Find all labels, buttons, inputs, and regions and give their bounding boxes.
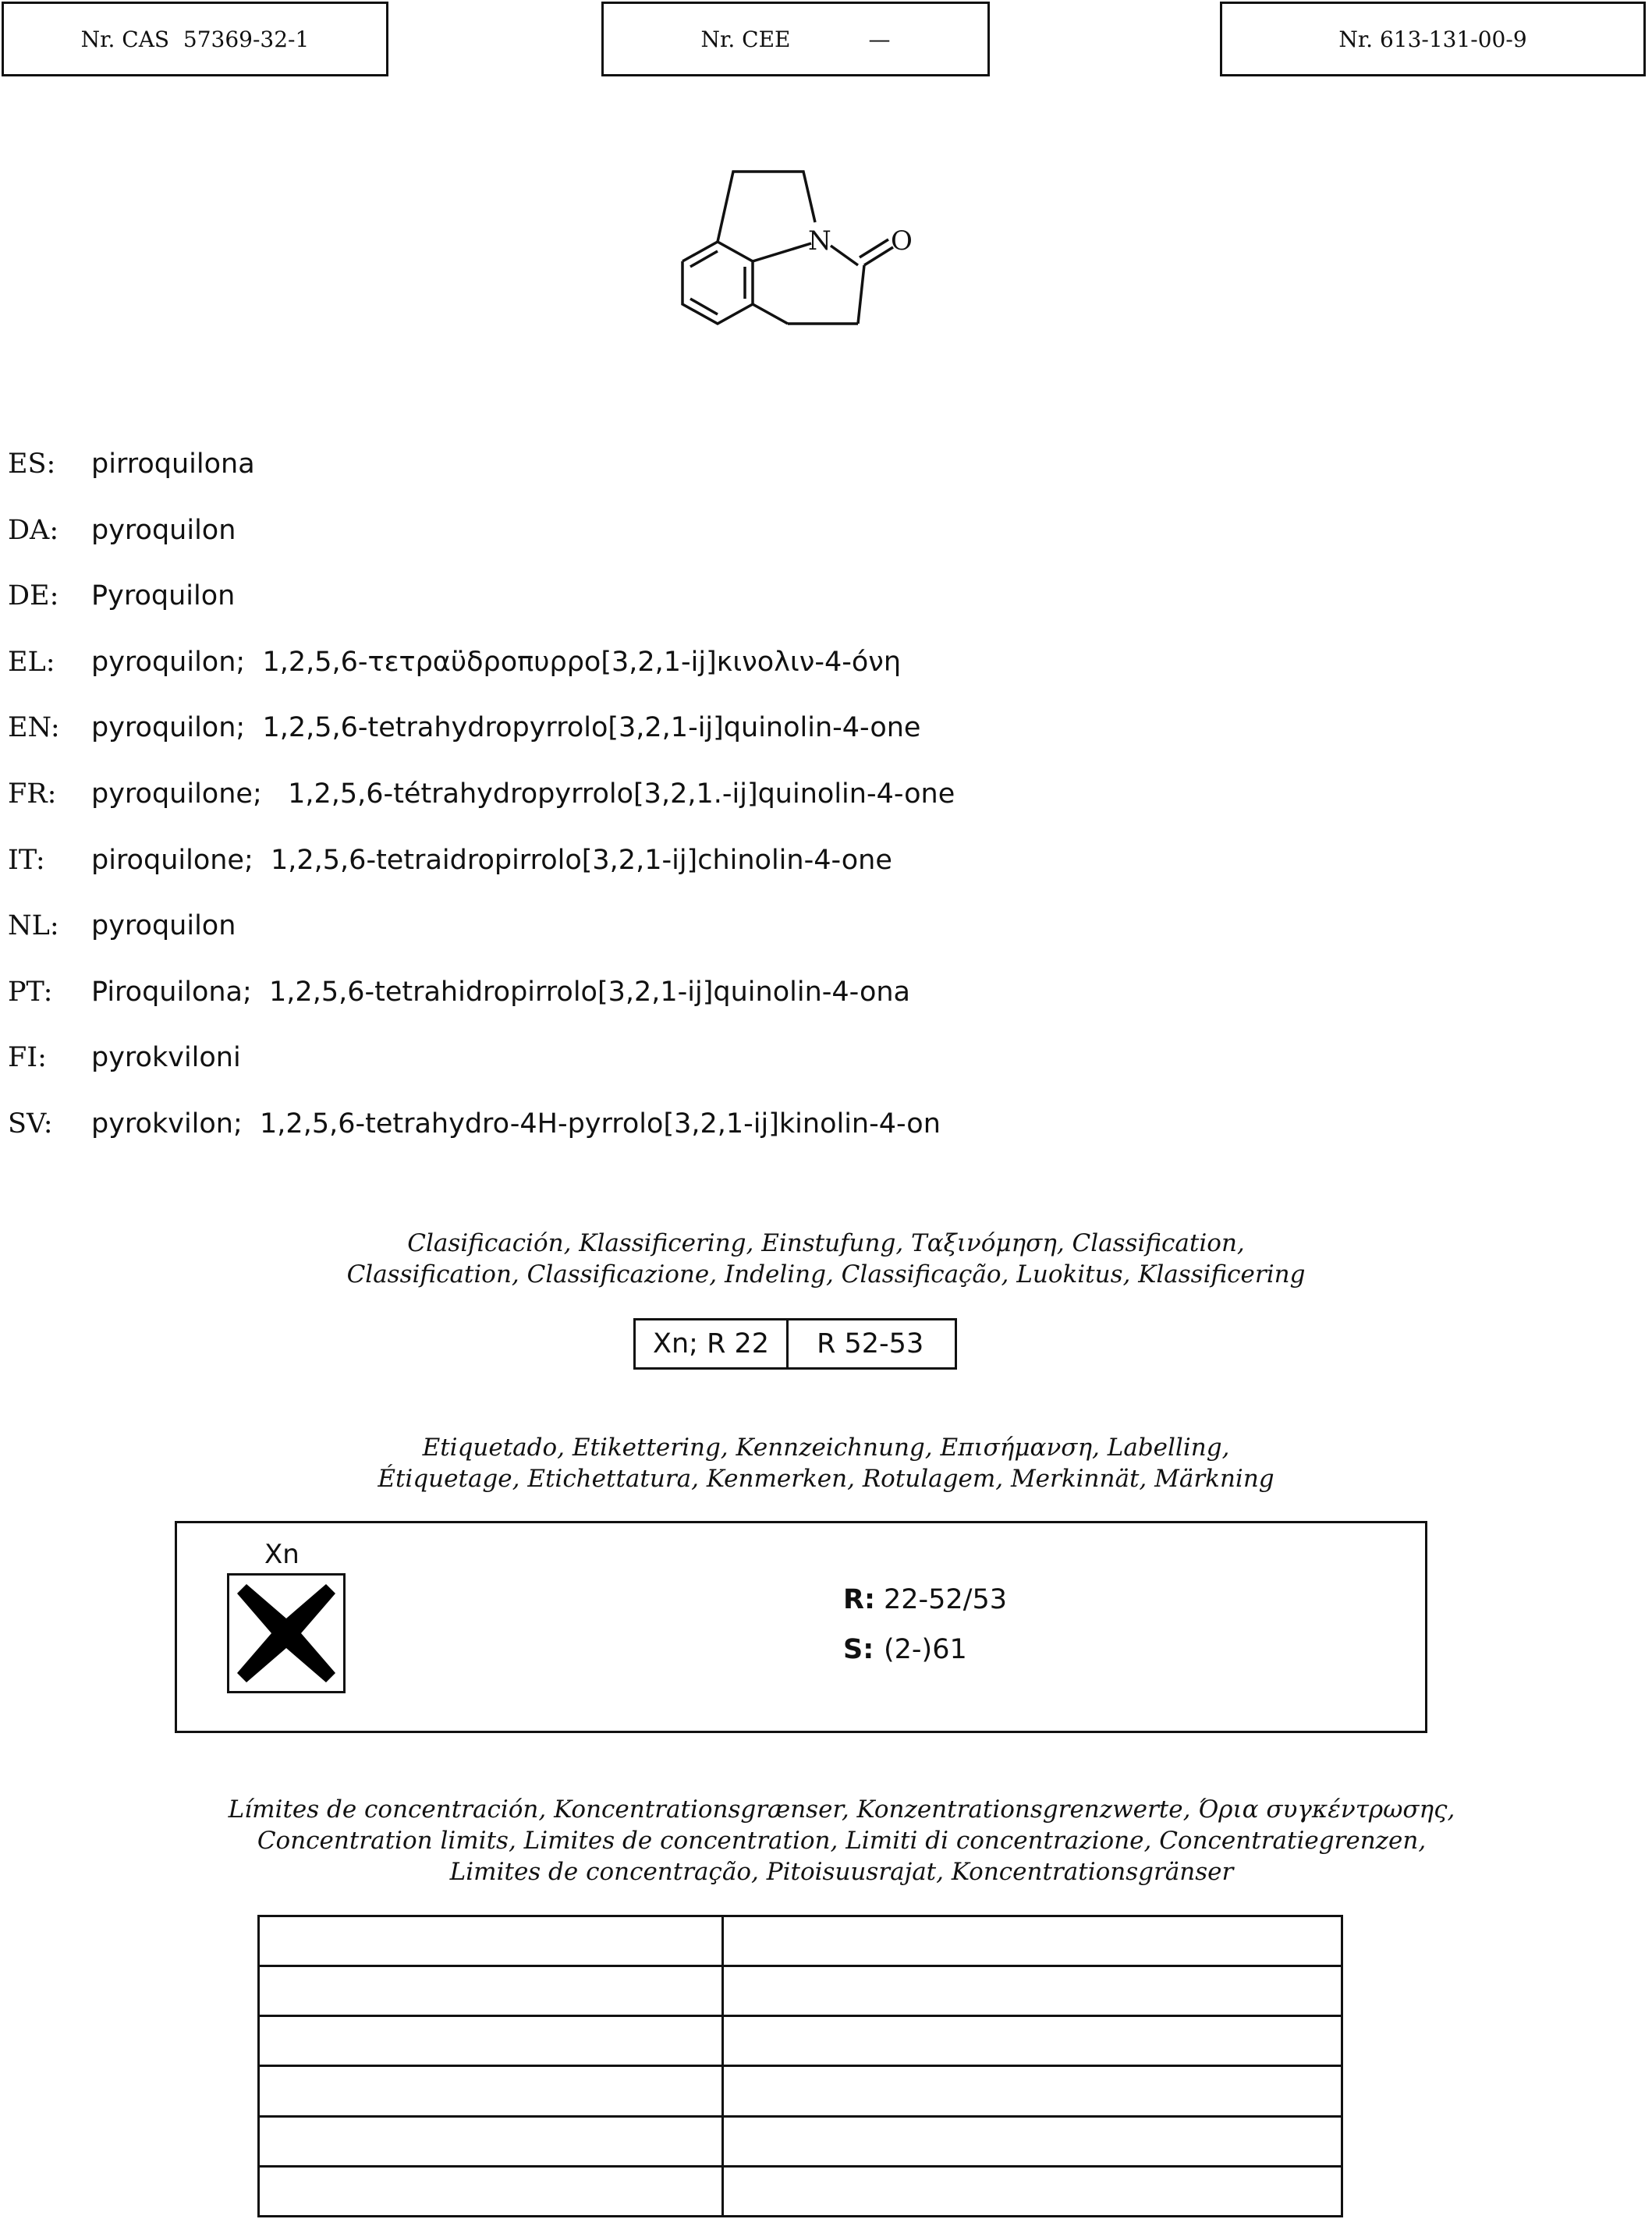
classification-cell-environment: R 52-53	[786, 1320, 955, 1367]
concentration-cell	[259, 2166, 723, 2216]
substance-name: pyroquilon; 1,2,5,6-τετραϋδροπυρρο[3,2,1-ij]κινολιν-4-όνη	[91, 646, 902, 678]
name-row-pt	[8, 977, 955, 1043]
nitrogen-label: N	[808, 225, 831, 257]
classification-heading-line2: Classification, Classificazione, Indeling, Classificação, Luokitus, Klassificering	[346, 1260, 1306, 1289]
table-row	[259, 1916, 1342, 1966]
labelling-box	[175, 1521, 1427, 1733]
language-code: IT:	[8, 844, 45, 876]
substance-name: Pyroquilon	[91, 580, 236, 612]
classification-cell	[723, 1966, 1342, 2016]
substance-name: pyroquilon	[91, 514, 236, 546]
language-code: FR:	[8, 778, 57, 810]
concentration-cell	[259, 2066, 723, 2116]
concentration-cell	[259, 1916, 723, 1966]
classification-box	[633, 1318, 957, 1370]
substance-name: pyrokviloni	[91, 1042, 241, 1074]
risk-phrase-value: 22-52/53	[884, 1584, 1008, 1615]
substance-name: pyrokvilon; 1,2,5,6-tetrahydro-4H-pyrrolo[3,2,1-ij]kinolin-4-on	[91, 1108, 941, 1140]
classification-heading	[0, 1228, 1652, 1290]
name-row-en	[8, 712, 955, 778]
concentration-heading	[16, 1794, 1652, 1888]
risk-safety-phrases	[843, 1584, 1007, 1684]
labelling-heading-line2: Étiquetage, Etichettatura, Kenmerken, Rotulagem, Merkinnät, Märkning	[378, 1465, 1274, 1493]
classification-cell	[723, 2016, 1342, 2066]
language-code: NL:	[8, 910, 59, 942]
classification-cell-health: Xn; R 22	[653, 1328, 770, 1359]
name-row-it	[8, 845, 955, 911]
index-number: Nr. 613-131-00-9	[1338, 26, 1527, 52]
cee-label: Nr. CEE	[700, 26, 791, 52]
name-row-fi	[8, 1042, 955, 1108]
table-row	[259, 2066, 1342, 2116]
risk-phrase-key: R:	[843, 1584, 875, 1615]
concentration-heading-line1: Límites de concentración, Koncentrationsgrænser, Konzentrationsgrenzwerte, Όρια συγκέντρωσης,	[228, 1795, 1455, 1824]
language-code: PT:	[8, 976, 53, 1008]
cee-number-box	[601, 2, 990, 76]
concentration-cell	[259, 2016, 723, 2066]
name-row-nl	[8, 910, 955, 977]
hazard-symbol-code: Xn	[264, 1539, 300, 1570]
substance-names-list	[8, 448, 955, 1175]
table-row	[259, 1966, 1342, 2016]
language-code: SV:	[8, 1108, 53, 1140]
table-row	[259, 2016, 1342, 2066]
substance-name: pyroquilon; 1,2,5,6-tetrahydropyrrolo[3,2,1-ij]quinolin-4-one	[91, 712, 921, 744]
risk-phrase	[843, 1584, 1007, 1634]
st-andrews-cross-harmful-icon	[236, 1583, 337, 1684]
concentration-cell	[259, 1966, 723, 2016]
language-code: FI:	[8, 1042, 47, 1074]
hazard-symbol-frame	[227, 1573, 346, 1693]
concentration-limits-table	[257, 1915, 1343, 2217]
table-row	[259, 2166, 1342, 2216]
safety-phrase	[843, 1634, 1007, 1684]
labelling-heading	[0, 1432, 1652, 1494]
classification-cell	[723, 2166, 1342, 2216]
language-code: DA:	[8, 514, 59, 546]
classification-cell	[723, 1916, 1342, 1966]
language-code: ES:	[8, 448, 56, 480]
name-row-el	[8, 647, 955, 713]
chemical-structure-diagram	[655, 148, 920, 374]
name-row-fr	[8, 778, 955, 845]
substance-name: Piroquilona; 1,2,5,6-tetrahidropirrolo[3,2,1-ij]quinolin-4-ona	[91, 976, 910, 1008]
concentration-heading-line2: Concentration limits, Limites de concentration, Limiti di concentrazione, Concentratiegrenzen,	[257, 1827, 1427, 1855]
substance-name: pyroquilon	[91, 910, 236, 942]
index-number-box	[1220, 2, 1646, 76]
name-row-da	[8, 515, 955, 581]
labelling-heading-line1: Etiquetado, Etikettering, Kennzeichnung, Επισήμανση, Labelling,	[422, 1434, 1230, 1462]
oxygen-label: O	[891, 225, 913, 257]
concentration-heading-line3: Limites de concentração, Pitoisuusrajat, Koncentrationsgränser	[449, 1858, 1234, 1886]
safety-phrase-key: S:	[843, 1634, 874, 1665]
language-code: EN:	[8, 712, 60, 744]
substance-name: pyroquilone; 1,2,5,6-tétrahydropyrrolo[3,2,1.-ij]quinolin-4-one	[91, 778, 955, 810]
name-row-de	[8, 580, 955, 647]
substance-name: piroquilone; 1,2,5,6-tetraidropirrolo[3,2,1-ij]chinolin-4-one	[91, 844, 892, 876]
concentration-cell	[259, 2116, 723, 2166]
cas-number: Nr. CAS 57369-32-1	[80, 26, 310, 52]
cas-number-box	[2, 2, 388, 76]
safety-phrase-value: (2-)61	[884, 1634, 967, 1665]
classification-cell	[723, 2066, 1342, 2116]
cee-value: —	[868, 26, 891, 52]
language-code: DE:	[8, 580, 59, 612]
table-row	[259, 2116, 1342, 2166]
classification-cell	[723, 2116, 1342, 2166]
language-code: EL:	[8, 646, 55, 678]
substance-name: pirroquilona	[91, 448, 255, 480]
name-row-es	[8, 448, 955, 515]
classification-heading-line1: Clasificación, Klassificering, Einstufung, Ταξινόμηση, Classification,	[407, 1229, 1245, 1257]
name-row-sv	[8, 1108, 955, 1175]
